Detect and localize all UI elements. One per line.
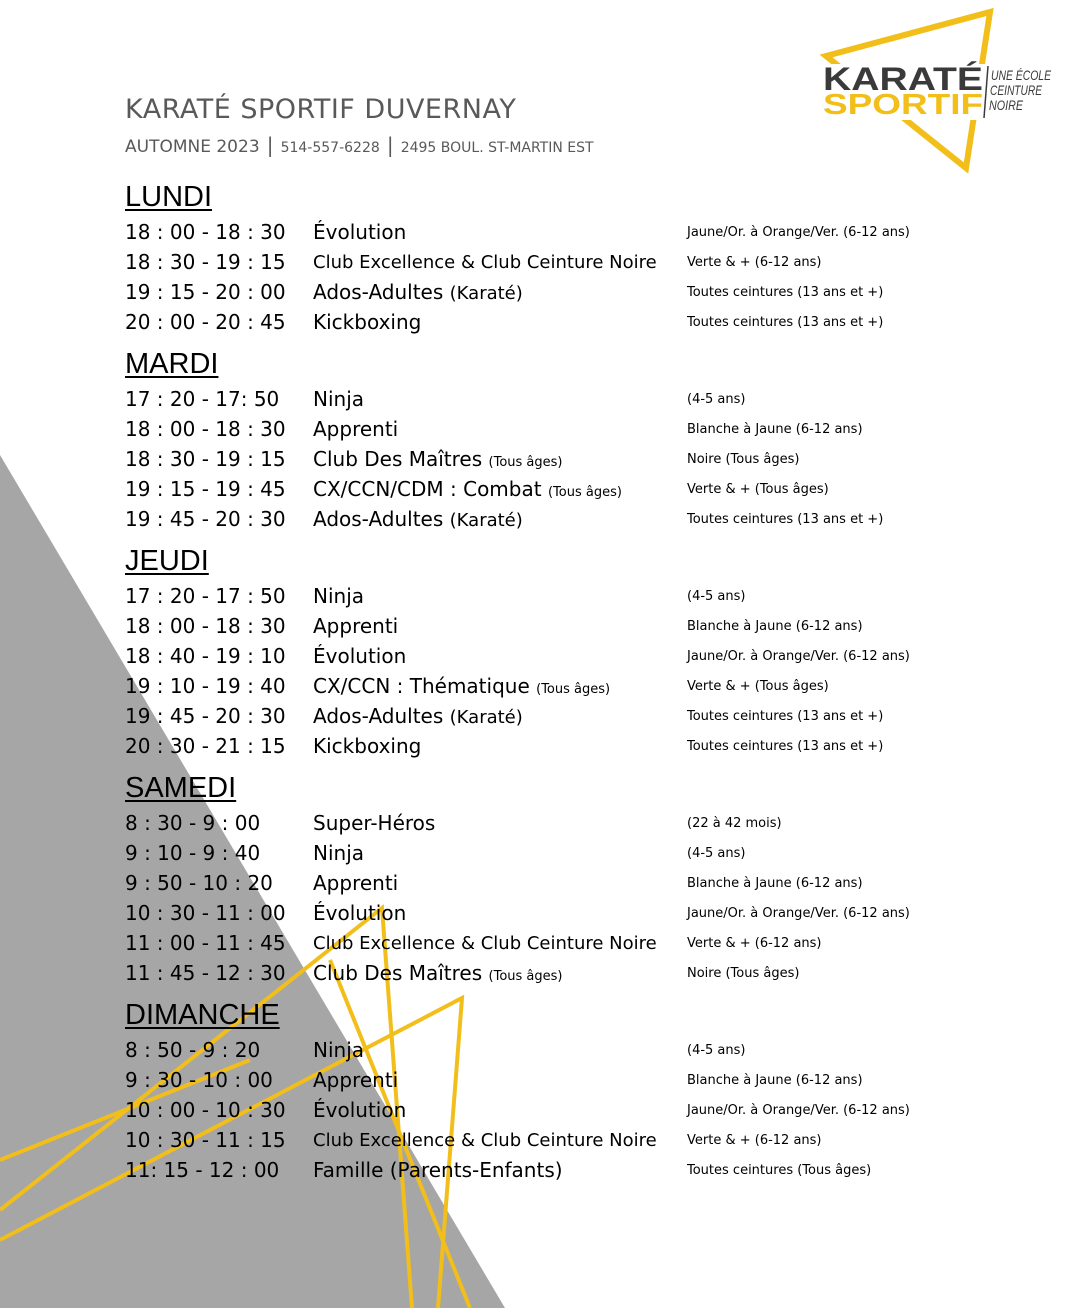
- schedule-row: [125, 641, 1055, 671]
- separator: |: [266, 133, 274, 157]
- schedule-row: [125, 928, 1055, 958]
- day-section-mardi: [125, 347, 1055, 534]
- class-time: 19 : 45 - 20 : 30: [125, 704, 286, 728]
- class-name: [313, 447, 687, 471]
- class-level: Blanche à Jaune (6-12 ans): [687, 875, 863, 891]
- class-level: Verte & + (6-12 ans): [687, 254, 822, 270]
- class-time: 18 : 30 - 19 : 15: [125, 250, 286, 274]
- schedule: [125, 180, 1055, 1195]
- class-level: Jaune/Or. à Orange/Ver. (6-12 ans): [687, 905, 910, 921]
- schedule-row: [125, 1065, 1055, 1095]
- logo-line2: SPORTIF: [823, 89, 983, 121]
- class-name: [313, 1038, 687, 1062]
- class-name: [313, 477, 687, 501]
- class-level: (4-5 ans): [687, 588, 746, 604]
- class-name: [313, 961, 687, 985]
- schedule-row: [125, 504, 1055, 534]
- class-name: [313, 1130, 687, 1151]
- class-time: 18 : 00 - 18 : 30: [125, 220, 286, 244]
- day-section-lundi: [125, 180, 1055, 337]
- class-level: Verte & + (6-12 ans): [687, 1132, 822, 1148]
- class-time: 11: 15 - 12 : 00: [125, 1158, 280, 1182]
- logo-tag1: UNE ÉCOLE: [991, 67, 1052, 83]
- class-name: [313, 644, 687, 668]
- class-time: 9 : 30 - 10 : 00: [125, 1068, 273, 1092]
- class-note: (Tous âges): [536, 682, 611, 697]
- class-time: 18 : 30 - 19 : 15: [125, 447, 286, 471]
- schedule-row: [125, 958, 1055, 988]
- class-level: Noire (Tous âges): [687, 965, 800, 981]
- address: 2495 BOUL. ST-MARTIN EST: [400, 140, 594, 156]
- class-level: Blanche à Jaune (6-12 ans): [687, 618, 863, 634]
- separator: |: [386, 133, 394, 157]
- class-time: 18 : 00 - 18 : 30: [125, 417, 286, 441]
- class-level: Noire (Tous âges): [687, 451, 800, 467]
- day-section-dimanche: [125, 998, 1055, 1185]
- schedule-row: [125, 247, 1055, 277]
- class-name: [313, 614, 687, 638]
- class-level: Toutes ceintures (13 ans et +): [687, 738, 884, 754]
- class-name-text: Club Excellence & Club Ceinture Noire: [313, 251, 657, 273]
- class-level: Toutes ceintures (13 ans et +): [687, 511, 884, 527]
- day-title: DIMANCHE: [125, 999, 280, 1031]
- class-name-text: Apprenti: [313, 1068, 399, 1092]
- class-time: 18 : 00 - 18 : 30: [125, 614, 286, 638]
- class-name: [313, 704, 687, 728]
- class-level: Jaune/Or. à Orange/Ver. (6-12 ans): [687, 1102, 910, 1118]
- schedule-row: [125, 444, 1055, 474]
- class-name-text: Évolution: [313, 1098, 407, 1122]
- class-name: [313, 901, 687, 925]
- class-name: [313, 933, 687, 954]
- class-time: 10 : 30 - 11 : 15: [125, 1128, 286, 1152]
- class-name-text: Club Des Maîtres: [313, 961, 483, 985]
- class-name-text: Ninja: [313, 584, 365, 608]
- schedule-row: [125, 277, 1055, 307]
- class-name: [313, 252, 687, 273]
- class-level: Toutes ceintures (13 ans et +): [687, 284, 884, 300]
- schedule-row: [125, 838, 1055, 868]
- class-level: Verte & + (Tous âges): [687, 678, 829, 694]
- class-name-text: Super-Héros: [313, 811, 436, 835]
- class-time: 19 : 45 - 20 : 30: [125, 507, 286, 531]
- class-note: (Karaté): [449, 283, 523, 304]
- class-name-text: Apprenti: [313, 871, 399, 895]
- class-time: 9 : 10 - 9 : 40: [125, 841, 261, 865]
- class-time: 10 : 00 - 10 : 30: [125, 1098, 286, 1122]
- schedule-row: [125, 1155, 1055, 1185]
- schedule-row: [125, 384, 1055, 414]
- class-time: 11 : 00 - 11 : 45: [125, 931, 286, 955]
- class-time: 20 : 30 - 21 : 15: [125, 734, 286, 758]
- class-name-text: Évolution: [313, 220, 407, 244]
- class-time: 17 : 20 - 17: 50: [125, 387, 280, 411]
- day-title: MARDI: [125, 348, 219, 380]
- class-name: [313, 310, 687, 334]
- schedule-row: [125, 701, 1055, 731]
- class-name: [313, 417, 687, 441]
- class-name-text: CX/CCN/CDM : Combat: [313, 477, 542, 501]
- class-time: 20 : 00 - 20 : 45: [125, 310, 286, 334]
- class-time: 11 : 45 - 12 : 30: [125, 961, 286, 985]
- day-section-jeudi: [125, 544, 1055, 761]
- class-level: Blanche à Jaune (6-12 ans): [687, 1072, 863, 1088]
- class-level: (4-5 ans): [687, 1042, 746, 1058]
- class-time: 19 : 15 - 19 : 45: [125, 477, 286, 501]
- class-level: (4-5 ans): [687, 391, 746, 407]
- subheader: [125, 134, 594, 159]
- day-title: JEUDI: [125, 545, 209, 577]
- class-time: 10 : 30 - 11 : 00: [125, 901, 286, 925]
- class-note: (Karaté): [449, 707, 523, 728]
- schedule-row: [125, 307, 1055, 337]
- class-name: [313, 1158, 687, 1182]
- class-name-text: Ninja: [313, 841, 365, 865]
- class-level: Toutes ceintures (13 ans et +): [687, 708, 884, 724]
- day-section-samedi: [125, 771, 1055, 988]
- class-name: [313, 674, 687, 698]
- class-level: Jaune/Or. à Orange/Ver. (6-12 ans): [687, 224, 910, 240]
- schedule-row: [125, 898, 1055, 928]
- class-name: [313, 871, 687, 895]
- class-level: (22 à 42 mois): [687, 815, 782, 831]
- logo-tag3: NOIRE: [989, 97, 1024, 113]
- class-name: [313, 220, 687, 244]
- class-name-text: Club Excellence & Club Ceinture Noire: [313, 932, 657, 954]
- class-name: [313, 280, 687, 304]
- class-name: [313, 387, 687, 411]
- schedule-row: [125, 581, 1055, 611]
- class-name-text: Kickboxing: [313, 310, 422, 334]
- schedule-row: [125, 671, 1055, 701]
- class-level: Blanche à Jaune (6-12 ans): [687, 421, 863, 437]
- class-time: 17 : 20 - 17 : 50: [125, 584, 286, 608]
- schedule-row: [125, 731, 1055, 761]
- schedule-row: [125, 217, 1055, 247]
- class-name-text: Ninja: [313, 387, 365, 411]
- schedule-row: [125, 611, 1055, 641]
- class-level: Toutes ceintures (Tous âges): [687, 1162, 872, 1178]
- class-note: (Tous âges): [547, 485, 622, 500]
- class-name-text: Famille (Parents-Enfants): [313, 1158, 563, 1182]
- class-name: [313, 1068, 687, 1092]
- header: [125, 92, 594, 159]
- class-level: Verte & + (6-12 ans): [687, 935, 822, 951]
- class-name-text: Ados-Adultes: [313, 704, 444, 728]
- class-note: (Tous âges): [488, 969, 563, 984]
- class-name-text: CX/CCN : Thématique: [313, 674, 530, 698]
- phone: 514-557-6228: [280, 140, 380, 156]
- page-title: KARATÉ SPORTIF DUVERNAY: [125, 94, 517, 125]
- class-name-text: Apprenti: [313, 417, 399, 441]
- class-name-text: Ados-Adultes: [313, 507, 444, 531]
- day-title: SAMEDI: [125, 772, 237, 804]
- class-name-text: Ados-Adultes: [313, 280, 444, 304]
- class-name-text: Kickboxing: [313, 734, 422, 758]
- karate-sportif-logo: [818, 8, 1063, 173]
- class-name-text: Ninja: [313, 1038, 365, 1062]
- class-name-text: Évolution: [313, 644, 407, 668]
- schedule-row: [125, 868, 1055, 898]
- class-time: 8 : 30 - 9 : 00: [125, 811, 261, 835]
- class-name: [313, 811, 687, 835]
- schedule-row: [125, 1035, 1055, 1065]
- class-level: Jaune/Or. à Orange/Ver. (6-12 ans): [687, 648, 910, 664]
- logo-line1: KARATÉ: [823, 61, 983, 97]
- class-time: 19 : 15 - 20 : 00: [125, 280, 286, 304]
- season: AUTOMNE 2023: [125, 137, 260, 157]
- class-time: 8 : 50 - 9 : 20: [125, 1038, 261, 1062]
- schedule-row: [125, 474, 1055, 504]
- class-name-text: Apprenti: [313, 614, 399, 638]
- class-level: Toutes ceintures (13 ans et +): [687, 314, 884, 330]
- class-level: Verte & + (Tous âges): [687, 481, 829, 497]
- logo-tag2: CEINTURE: [990, 82, 1043, 98]
- class-name: [313, 584, 687, 608]
- class-time: 19 : 10 - 19 : 40: [125, 674, 286, 698]
- class-note: (Tous âges): [488, 455, 563, 470]
- class-note: (Karaté): [449, 510, 523, 531]
- schedule-row: [125, 414, 1055, 444]
- schedule-row: [125, 808, 1055, 838]
- class-time: 18 : 40 - 19 : 10: [125, 644, 286, 668]
- class-name: [313, 734, 687, 758]
- class-name: [313, 1098, 687, 1122]
- schedule-row: [125, 1095, 1055, 1125]
- class-name-text: Club Des Maîtres: [313, 447, 483, 471]
- class-name: [313, 507, 687, 531]
- day-title: LUNDI: [125, 181, 213, 213]
- schedule-row: [125, 1125, 1055, 1155]
- class-name-text: Évolution: [313, 901, 407, 925]
- class-time: 9 : 50 - 10 : 20: [125, 871, 273, 895]
- class-name-text: Club Excellence & Club Ceinture Noire: [313, 1129, 657, 1151]
- class-name: [313, 841, 687, 865]
- class-level: (4-5 ans): [687, 845, 746, 861]
